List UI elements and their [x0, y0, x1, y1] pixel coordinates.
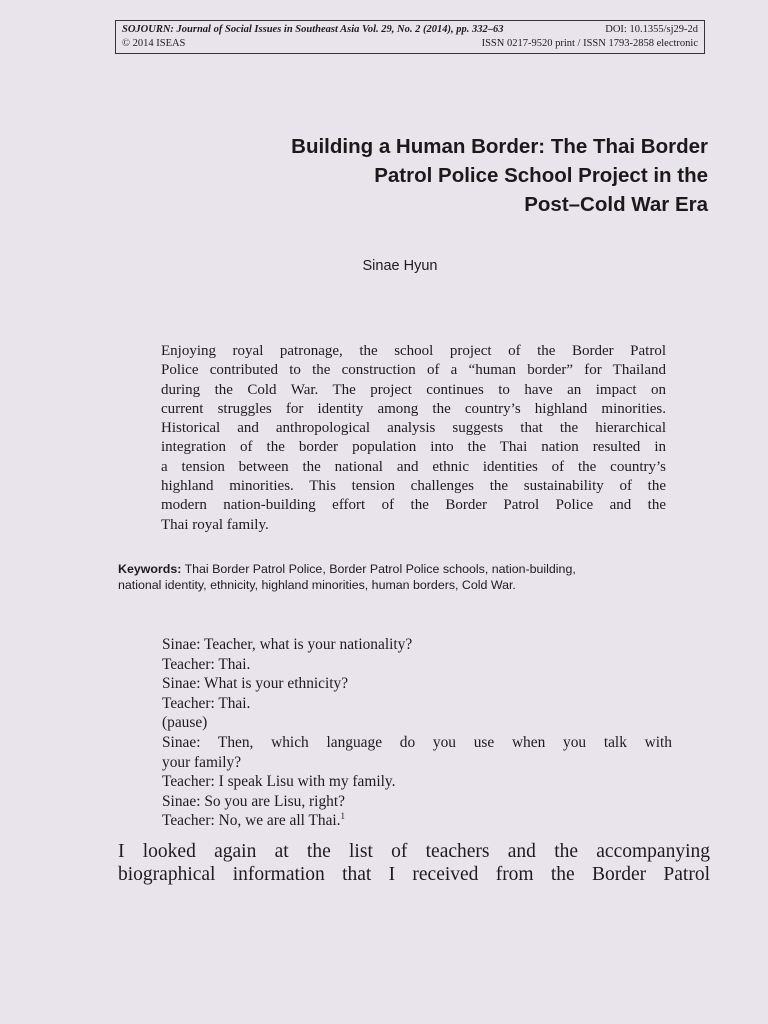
- abstract-line: Thai royal family.: [161, 516, 269, 533]
- doi: DOI: 10.1355/sj29-2d: [605, 24, 698, 35]
- keywords-line: national identity, ethnicity, highland minorities, human borders, Cold War.: [118, 578, 516, 592]
- journal-citation: SOJOURN: Journal of Social Issues in Southeast Asia Vol. 29, No. 2 (2014), pp. 332–63: [122, 24, 504, 35]
- author-name: Sinae Hyun: [362, 258, 438, 274]
- abstract-line: highland minorities. This tension challenges the sustainability of the: [161, 478, 666, 495]
- body-line: biographical information that I received from the Border Patrol: [118, 864, 710, 885]
- dialogue-line: Sinae: What is your ethnicity?: [162, 675, 349, 693]
- dialogue-line: Sinae: Then, which language do you use when you talk with: [162, 733, 672, 751]
- abstract-line: Police contributed to the construction of a “human border” for Thailand: [161, 362, 666, 379]
- copyright: © 2014 ISEAS: [122, 38, 186, 49]
- abstract-line: integration of the border population into the Thai nation resulted in: [161, 439, 666, 456]
- keywords: [118, 561, 713, 593]
- interview-excerpt: [162, 635, 672, 831]
- dialogue-line: Teacher: Thai.: [162, 655, 251, 673]
- dialogue-line: (pause): [162, 714, 208, 732]
- dialogue-line: Teacher: I speak Lisu with my family.: [162, 773, 396, 791]
- dialogue-line: Teacher: No, we are all Thai.: [162, 812, 341, 830]
- dialogue-line: Teacher: Thai.: [162, 694, 251, 712]
- title-line: Patrol Police School Project in the: [374, 164, 708, 187]
- abstract-line: Enjoying royal patronage, the school project of the Border Patrol: [161, 343, 666, 359]
- dialogue-line: Sinae: Teacher, what is your nationality?: [162, 636, 413, 653]
- body-line: I looked again at the list of teachers and the accompanying: [118, 841, 710, 862]
- abstract-line: during the Cold War. The project continues to have an impact on: [161, 381, 666, 398]
- keywords-label: Keywords:: [118, 562, 182, 576]
- dialogue-line: your family?: [162, 753, 242, 771]
- keywords-line: Thai Border Patrol Police, Border Patrol Police schools, nation-building,: [184, 562, 576, 576]
- abstract: [161, 342, 666, 535]
- abstract-line: Historical and anthropological analysis suggests that the hierarchical: [161, 420, 666, 437]
- dialogue-final-line: [162, 811, 672, 831]
- dialogue-line: Sinae: So you are Lisu, right?: [162, 792, 345, 810]
- journal-header: [115, 20, 705, 54]
- abstract-line: a tension between the national and ethnic identities of the country’s: [161, 458, 666, 475]
- title-line: Post–Cold War Era: [524, 193, 708, 216]
- title-line: Building a Human Border: The Thai Border: [291, 135, 708, 158]
- issn: ISSN 0217-9520 print / ISSN 1793-2858 electronic: [481, 38, 698, 49]
- article-title: [148, 132, 708, 219]
- footnote-marker[interactable]: 1: [340, 811, 346, 822]
- abstract-line: modern nation-building effort of the Border Patrol Police and the: [161, 497, 666, 514]
- body-paragraph: [118, 840, 710, 886]
- abstract-line: current struggles for identity among the country’s highland minorities.: [161, 400, 666, 417]
